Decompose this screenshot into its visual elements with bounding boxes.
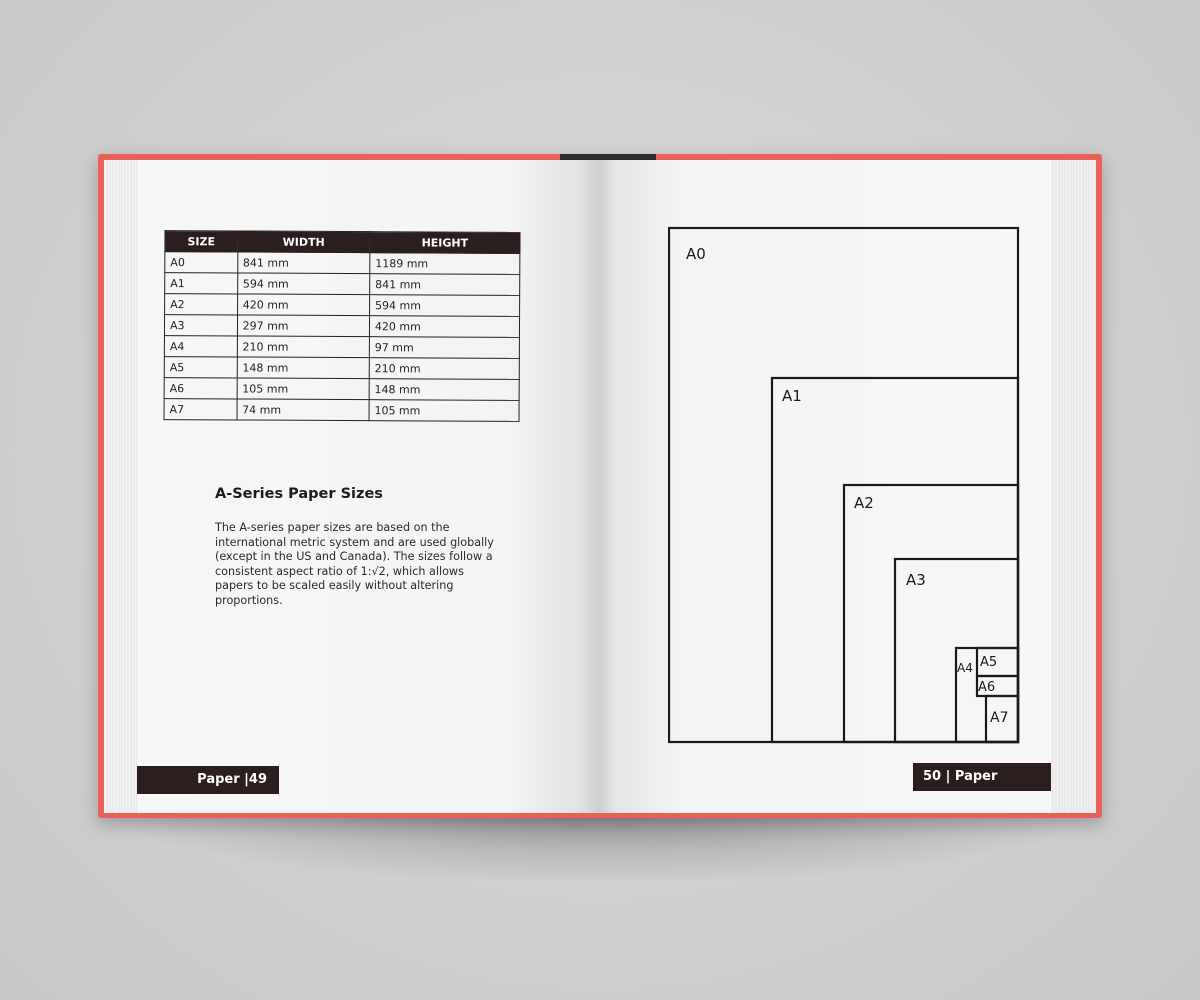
table-cell: 594 mm [237, 273, 369, 295]
table-cell: 105 mm [369, 400, 519, 422]
label-a2: A2 [854, 494, 874, 512]
table-cell: 1189 mm [370, 253, 520, 275]
table-cell: 420 mm [369, 316, 519, 338]
column-header-width: WIDTH [238, 231, 370, 253]
label-a5: A5 [980, 655, 998, 670]
table-row [164, 357, 519, 380]
paper-size-table [164, 230, 521, 422]
table-row [164, 336, 519, 359]
page-stack-left [104, 160, 138, 813]
table-cell: A1 [165, 273, 238, 294]
section-body-text: The A-series paper sizes are based on the international metric system and are used globally (except in the US and Canada). The sizes follow a consistent aspect ratio of 1:√2, which allows papers to be scaled easily without altering proportions. [215, 521, 494, 607]
table-cell: 594 mm [369, 295, 519, 317]
page-stack-right [1050, 160, 1096, 813]
table-cell: 297 mm [237, 315, 369, 337]
table-row [164, 378, 519, 401]
page-number-right: 50 | Paper [923, 769, 998, 784]
table-header-row [165, 231, 520, 254]
table-row [164, 315, 519, 338]
column-header-size: SIZE [165, 231, 238, 252]
table-cell: A2 [165, 294, 238, 315]
table-row [165, 294, 520, 317]
table-row [165, 273, 520, 296]
a2-rect [844, 485, 1018, 742]
label-a7: A7 [990, 710, 1009, 726]
table-cell: 148 mm [237, 357, 369, 379]
table-cell: A3 [164, 315, 237, 336]
paper-size-diagram [668, 225, 1020, 745]
label-a6: A6 [978, 680, 996, 695]
table-row [165, 252, 520, 275]
label-a3: A3 [906, 571, 926, 589]
label-a4: A4 [957, 661, 973, 675]
label-a0: A0 [686, 245, 706, 263]
table-cell: 74 mm [237, 399, 369, 421]
table-cell: 420 mm [237, 294, 369, 316]
table-cell: 210 mm [369, 358, 519, 380]
label-a1: A1 [782, 387, 802, 405]
table-cell: 148 mm [369, 379, 519, 401]
page-number-left: Paper |49 [197, 772, 267, 787]
page-footer-right [913, 763, 1051, 791]
table-cell: A7 [164, 399, 237, 420]
page-footer-left [137, 766, 279, 794]
table-cell: 841 mm [370, 274, 520, 296]
table-cell: A4 [164, 336, 237, 357]
table-cell: 97 mm [369, 337, 519, 359]
table-cell: 841 mm [237, 252, 369, 274]
table-cell: 105 mm [237, 378, 369, 400]
table-row [164, 399, 519, 422]
section-heading: A-Series Paper Sizes [215, 486, 383, 502]
table-cell: A5 [164, 357, 237, 378]
table-cell: 210 mm [237, 336, 369, 358]
column-header-height: HEIGHT [370, 232, 520, 254]
table-cell: A6 [164, 378, 237, 399]
table-cell: A0 [165, 252, 238, 273]
